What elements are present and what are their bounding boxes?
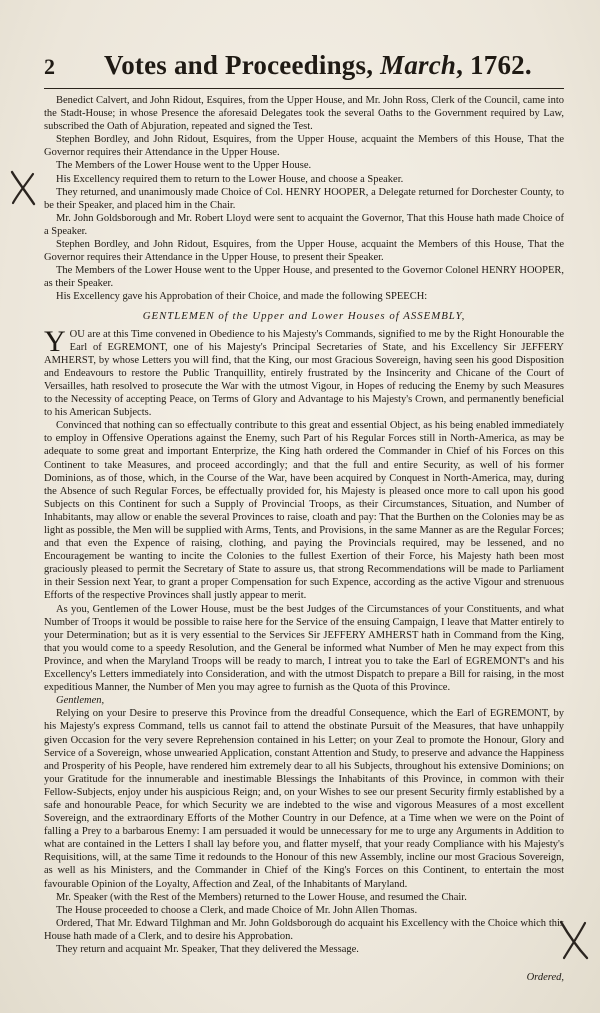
catchword: Ordered, xyxy=(526,972,564,983)
paragraph: Stephen Bordley, and John Ridout, Esquires, from the Upper House, acquaint the Members of this House, That the Governor requires their Attendance in the Upper House, to present their Speaker. xyxy=(44,239,564,264)
speech-subheading: Gentlemen, xyxy=(56,695,105,707)
title-start: Votes and Proceedings, xyxy=(104,50,381,80)
paragraph: The House proceeded to choose a Clerk, and made Choice of Mr. John Allen Thomas. xyxy=(56,904,418,916)
page-header xyxy=(44,48,564,88)
speech-paragraph xyxy=(44,324,564,420)
paragraph: The Members of the Lower House went to the Upper House. xyxy=(56,160,312,172)
paragraph: They return and acquaint Mr. Speaker, That they delivered the Message. xyxy=(56,944,359,955)
title-end: , 1762. xyxy=(456,50,532,80)
paragraph: His Excellency gave his Approbation of their Choice, and made the following SPEECH: xyxy=(56,291,428,303)
paragraph: Mr. Speaker (with the Rest of the Members) returned to the Lower House, and resumed the Chair. xyxy=(56,891,467,903)
speech-heading: GENTLEMEN of the Upper and Lower Houses of ASSEMBLY, xyxy=(142,309,466,322)
speech-paragraph: Convinced that nothing can so effectually contribute to this great and essential Object, as his being enabled immediately to employ in Offensive Operations against the Enemy, such Part of his Regular Forces still in North-America, as may be adequate to some great and important Enterprize, the King hath ordered the Commander in Chief of his Forces on this Continent to take Measures, and proceed accordingly; and that the full and entire Security, as well of his former Dominions, as of those, which, in the Course of the War, have been acquired by Conquest in North-America, may, during the Absence of such Regular Forces, be effectually provided for, his Majesty is pleased once more to call upon his good Subjects on this Continent for such a Supply of Provincial Troops, as their Circumstances, Situation, and Number of Inhabitants, may allow or enable the several Provinces to raise, cloath and pay: That the Burthen on the Colonies may be as light as possible, the Men will be supplied with Arms, Tents, and Provisions, in the same Manner as are the Regular Forces; and that even the Expence of raising, clothing, and paying the Provincials required, may be lessened, and no Encouragement be wanting to incite the Colonies to the fullest Exertion of their Force, his Majesty hath been most graciously pleased to permit the Secretary of State to assure us, that strong Recommendations will be made to Parliament in their Session next Year, to grant a proper Compensation for such Expence, according as the active Vigour and strenuous Efforts of the respective Provinces shall justly appear to merit. xyxy=(44,420,564,602)
paragraph: They returned, and unanimously made Choice of Col. HENRY HOOPER, a Delegate returned for Dorchester County, to be their Speaker, and placed him in the Chair. xyxy=(44,186,564,211)
paragraph: Benedict Calvert, and John Ridout, Esquires, from the Upper House, and Mr. John Ross, Clerk of the Council, came into the Stadt-House; in whose Presence the aforesaid Delegates took the several Oaths to the Government required by Law, subscribed the Oath of Abjuration, repeated and signed the Test. xyxy=(44,95,564,133)
handwritten-x-mark-icon xyxy=(556,918,592,962)
speech-paragraph: Relying on your Desire to preserve this Province from the dreadful Consequence, which the Earl of EGREMONT, by his Majesty's express Command, tells us cannot fail to attend the obstinate Pursuit of the Measures, that have unhappily given Occasion for the very severe Reprehension contained in his Letter; on your Zeal to promote the Honour, Glory and Service of a Sovereign, whose unwearied Application, constant Attention and Study, to preserve and advance the Happiness and Prosperity of his People, have rendered him extremely dear to all his Subjects, throughout his extensive Dominions; on your Gratitude for the innumerable and inestimable Blessings the Inhabitants of this Province, in common with their Fellow-Subjects, enjoy under his auspicious Reign; and, on your Wishes to see our present Security firmly established by a safe and honourable Peace, for which Security we are indebted to the wise and vigorous Measures of a most excellent Sovereign, and the extraordinary Efforts of the Mother Country in our Defence, at a Time when we were on the Point of falling a Prey to a barbarous Enemy: I am persuaded it would be unnecessary for me to urge any Arguments in Addition to what are contained in the Letters I shall lay before you, and flatter myself, that your ready Compliance with his Majesty's Requisitions, will, at the same Time it redounds to the Honour of this new Assembly, incline our most Gracious Sovereign, as well as his Ministers, and the Commander in Chief of the King's Forces on this Continent, to entertain the most favourable Opinion of the Loyalty, Affection and Zeal, of the Inhabitants of Maryland. xyxy=(44,708,564,890)
title-month: March xyxy=(380,50,457,80)
handwritten-x-mark-icon xyxy=(6,168,40,208)
paragraph: His Excellency required them to return to the Lower House, and choose a Speaker. xyxy=(56,173,404,185)
document-body xyxy=(44,94,564,956)
paragraph: Mr. John Goldsborough and Mr. Robert Lloyd were sent to acquaint the Governor, That this House hath made Choice of a Speaker. xyxy=(44,212,564,237)
paragraph: The Members of the Lower House went to the Upper House, and presented to the Governor Colonel HENRY HOOPER, as their Speaker. xyxy=(44,265,564,290)
drop-cap: Y xyxy=(44,324,66,358)
speech-paragraph: As you, Gentlemen of the Lower House, must be the best Judges of the Circumstances of your Constituents, and what Number of Troops it would be possible to raise here for the Service of the ensuing Campaign, I leave that Matter entirely to your Determination; but as it is very essential to the Services Sir JEFFERY AMHERST hath in Command from the King, that you would come to a speedy Resolution, and the General be informed what Number of Men he may expect from this Province, and when the Maryland Troops will be ready to march, I intreat you to take the Earl of EGREMONT's and his Excellency's Letters immediately into Consideration, and with the utmost Dispatch to prepare a Bill for raising, in the most expeditious Manner, the Number of Men you may agree to furnish as the Quota of this Province. xyxy=(44,603,564,694)
paragraph: Ordered, That Mr. Edward Tilghman and Mr. John Goldsborough do acquaint his Excellency with the Choice which this House hath made of a Clerk, and to desire his Approbation. xyxy=(44,917,564,942)
paragraph: Stephen Bordley, and John Ridout, Esquires, from the Upper House, acquaint the Members of this House, That the Governor requires their Attendance in the Upper House. xyxy=(44,134,564,159)
page-number: 2 xyxy=(44,54,55,79)
header-rule xyxy=(44,88,564,89)
speech-text: OU are at this Time convened in Obedience to his Majesty's Commands, signified to me by the Right Honourable the Earl of EGREMONT, one of his Majesty's Principal Secretaries of State, and his Excellency Sir JEFFERY AMHERST, by whose Letters you will find, that the King, our most Gracious Sovereign, having seen his good Disposition and Endeavours to restore the Public Tranquillity, entirely frustrated by the Insincerity and Chicane of the Court of Versailles, hath resolved to prosecute the War with the utmost Vigour, in Hopes of reducing the Enemy by such Measures to the Necessity of accepting Peace, on Terms of Glory and Advantage to his Majesty's Crown, and permanently beneficial to his American Subjects. xyxy=(44,328,564,419)
page-title xyxy=(104,50,532,81)
